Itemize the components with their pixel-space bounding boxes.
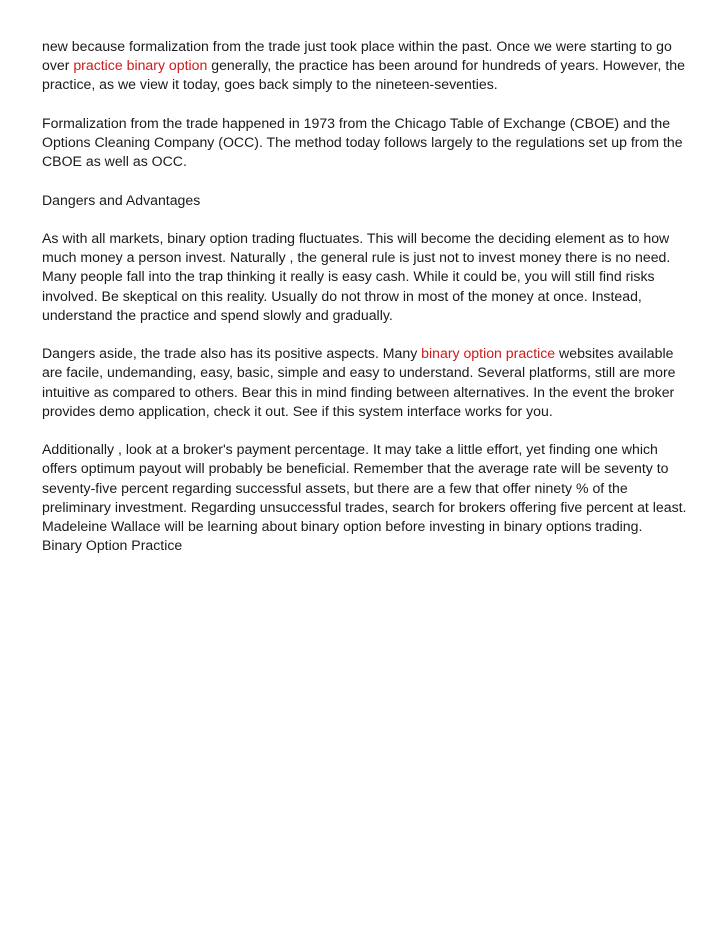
paragraph-positive-aspects [42, 344, 692, 421]
paragraph-payment-percentage: Additionally , look at a broker's payment percentage. It may take a little effort, yet finding one which offers optimum payout will probably be beneficial. Remember that the average rate will be seventy to seventy-five percent regarding successful assets, but there are a few that offer ninety % of the preliminary investment. Regarding unsuccessful trades, search for brokers offering five percent at least. Madeleine Wallace will be learning about binary option before investing in binary options trading. [42, 441, 687, 534]
paragraph-text: Dangers aside, the trade also has its positive aspects. Many [42, 345, 422, 362]
paragraph-history [42, 37, 692, 95]
paragraph-text: new because formalization from the trade just took place within the past. Once we were starting to go over [42, 38, 672, 74]
link-practice-binary-option[interactable]: practice binary option [73, 57, 208, 74]
footer-title: Binary Option Practice [42, 537, 183, 554]
paragraph-formalization: Formalization from the trade happened in 1973 from the Chicago Table of Exchange (CBOE) and the Options Cleaning Company (OCC). The method today follows largely to the regulations set up from the CBOE as well as OCC. [42, 114, 683, 170]
paragraph-text: generally, the practice has been around for hundreds of years. However, the practice, as we view it today, goes back simply to the nineteen-seventies. [42, 57, 685, 93]
document-page [42, 37, 692, 555]
link-binary-option-practice[interactable]: binary option practice [421, 345, 556, 362]
section-heading: Dangers and Advantages [42, 191, 201, 208]
paragraph-text: websites available are facile, undemanding, easy, basic, simple and easy to understand. Several platforms, still are more intuitive as compared to others. Bear this in mind finding between alternatives. In the event the broker provides demo application, check it out. See if this system interface works for you. [42, 345, 676, 419]
paragraph-markets: As with all markets, binary option trading fluctuates. This will become the deciding element as to how much money a person invest. Naturally , the general rule is just not to invest money there is no need. Many people fall into the trap thinking it really is easy cash. While it could be, you will still find risks involved. Be skeptical on this reality. Usually do not throw in most of the money at once. Instead, understand the practice and spend slowly and gradually. [42, 229, 671, 323]
